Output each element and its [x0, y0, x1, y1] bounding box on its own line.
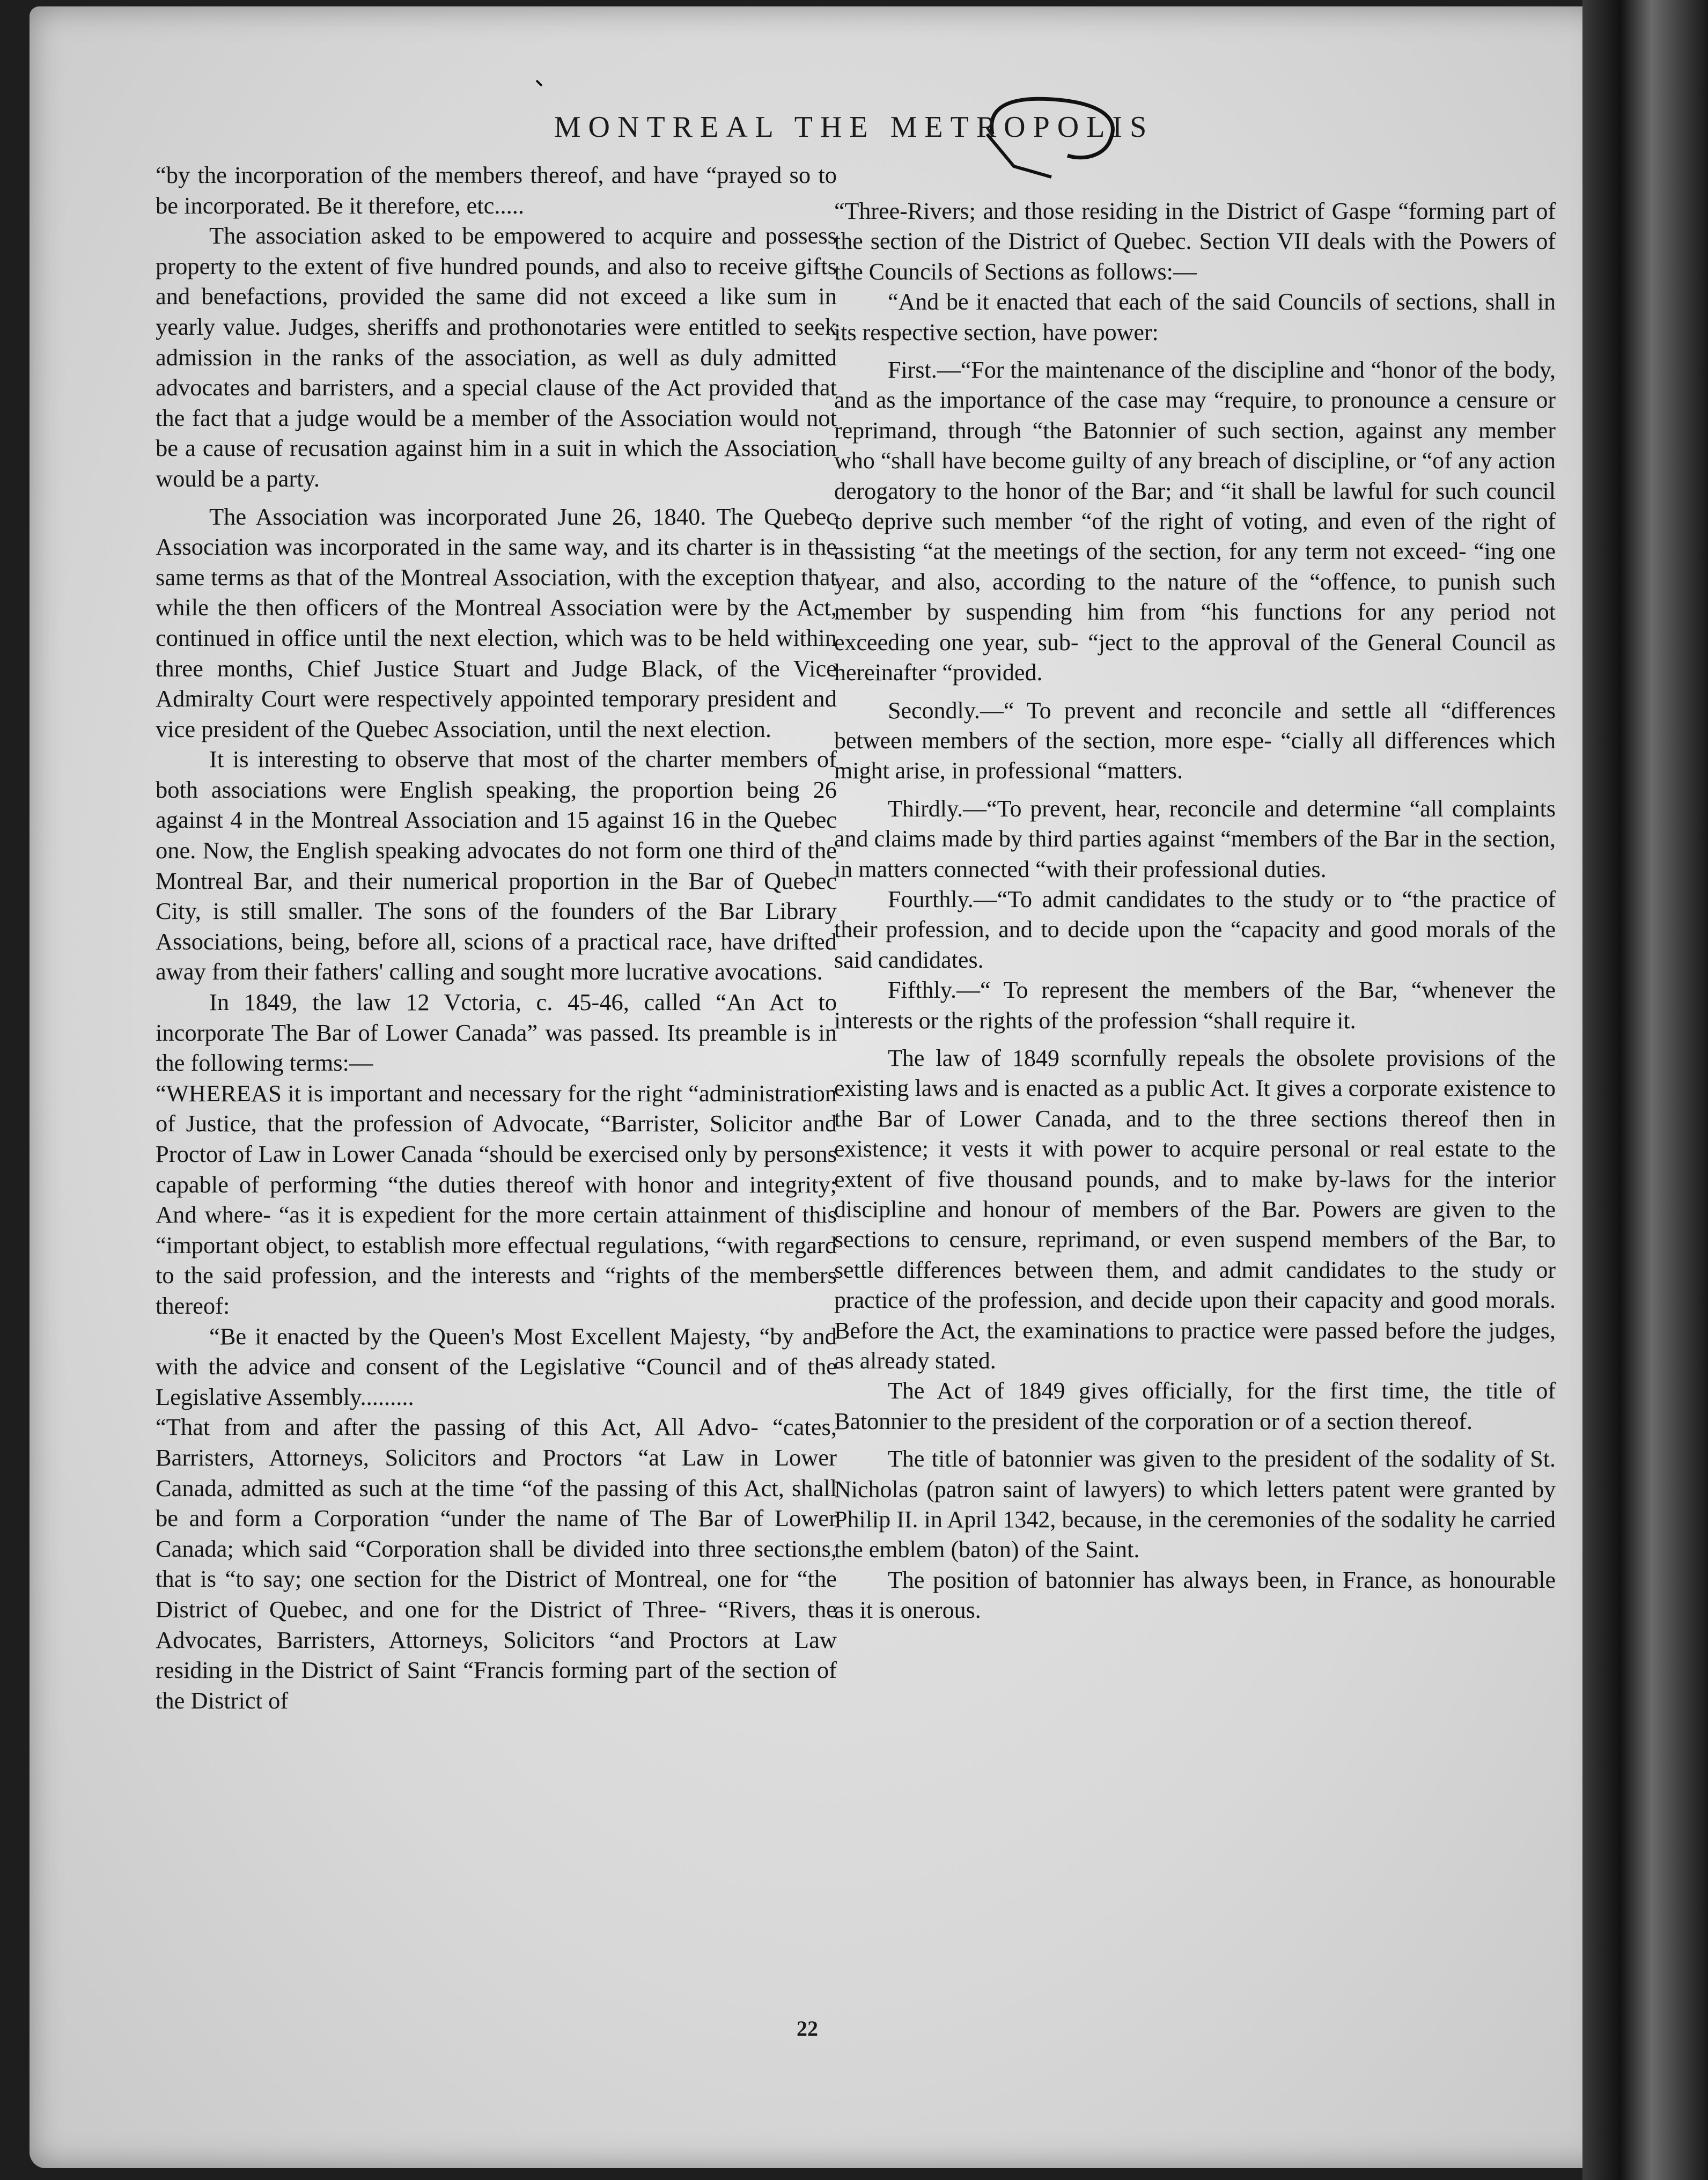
left-paragraph: “WHEREAS it is important and necessary for the right “administration of Justice, that the profession of Advocate, “Barrister, Solicitor and Proctor of Law in Lower Canada “should be exercised only by persons capable of performing “the duties thereof with honor and integrity; And where- “as it is expedient for the more certain attainment of this “important object, to establish more effectual regulations, “with regard to the said profession, and the interests and “rights of the members thereof:: [156, 1079, 837, 1319]
right-paragraph: The law of 1849 scornfully repeals the obsolete provisions of the existing laws and is enacted as a public Act. It gives a corporate existence to the Bar of Lower Canada, and to the three sections thereof then in existence; it vests it with power to acquire personal or real estate to the extent of five thousand pounds, and to make by-laws for the interior discipline and honour of members of the Bar. Powers are given to the sections to censure, reprimand, or even suspend members of the Bar, to settle differences between them, and admit candidates to the study or practice of the profession, and decide upon their capacity and good morals. Before the Act, the examinations to practice were passed before the judges, as already stated.: [834, 1044, 1556, 1374]
left-text-column: [156, 160, 837, 1715]
right-paragraph: “And be it enacted that each of the said Councils of sections, shall in its respective section, have power:: [834, 289, 1556, 345]
page-header: MONTREAL THE METROPOLIS: [554, 111, 1154, 144]
left-paragraph: “Be it enacted by the Queen's Most Excellent Majesty, “by and with the advice and consent of the Legislative “Council and of the Legislative Assembly.........: [156, 1322, 837, 1410]
right-paragraph: The Act of 1849 gives officially, for the first time, the title of Batonnier to the president of the corporation or of a section thereof.: [834, 1378, 1556, 1434]
right-paragraph: The position of batonnier has always been, in France, as honourable as it is onerous.: [834, 1566, 1556, 1624]
left-paragraph: The Association was incorporated June 26, 1840. The Quebec Association was incorporated in the same way, and its charter is in the same terms as that of the Montreal Association, with the exception that while the then officers of the Montreal Association were by the Act, continued in office until the next election, which was to be held within three months, Chief Justice Stuart and Judge Black, of the Vice Admiralty Court were respectively appointed temporary president and vice president of the Quebec Association, until the next election.: [156, 503, 837, 742]
right-paragraph: Secondly.—“ To prevent and reconcile and settle all “differences between members of the section, more espe- “cially all differences which might arise, in professional “matters.: [834, 697, 1556, 784]
left-paragraph: It is interesting to observe that most of the charter members of both associations were English speaking, the proportion being 26 against 4 in the Montreal Association and 15 against 16 in the Quebec one. Now, the English speaking advocates do not form one third of the Montreal Bar, and their numerical proportion in the Bar of Quebec City, is still smaller. The sons of the founders of the Bar Library Associations, being, before all, scions of a practical race, have drifted away from their fathers' calling and sought more lucrative avocations.: [156, 746, 837, 985]
right-text-column: [834, 196, 1556, 1626]
left-paragraph: In 1849, the law 12 Vctoria, c. 45-46, called “An Act to incorporate The Bar of Lower Canada” was passed. Its preamble is in the following terms:—: [156, 989, 837, 1077]
left-paragraph: “That from and after the passing of this Act, All Advo- “cates, Barristers, Attorneys, Solicitors and Proctors “at Law in Lower Canada, admitted as such at the time “of the passing of this Act, shall be and form a Corporation “under the name of The Bar of Lower Canada; which said “Corporation shall be divided into three sections, that is “to say; one section for the District of Montreal, one for “the District of Quebec, and one for the District of Three- “Rivers, the Advocates, Barristers, Attorneys, Solicitors “and Proctors at Law residing in the District of Saint “Francis forming part of the section of the District of: [156, 1413, 837, 1714]
right-paragraph: Fourthly.—“To admit candidates to the study or to “the practice of their profession, and to decide upon the “capacity and good morals of the said candidates.: [834, 886, 1556, 973]
right-paragraph: The title of batonnier was given to the president of the sodality of St. Nicholas (patron saint of lawyers) to which letters patent were granted by Philip II. in April 1342, because, in the ceremonies of the sodality he carried the emblem (baton) of the Saint.: [834, 1446, 1556, 1563]
right-paragraph: Thirdly.—“To prevent, hear, reconcile and determine “all complaints and claims made by third parties against “members of the Bar in the section, in matters connected “with their professional duties.: [834, 795, 1556, 882]
right-paragraph: “Three-Rivers; and those residing in the District of Gaspe “forming part of the section of the District of Quebec. Section VII deals with the Powers of the Councils of Sections as follows:—: [834, 198, 1556, 285]
right-paragraph: Fifthly.—“ To represent the members of the Bar, “whenever the interests or the rights of the profession “shall require it.: [834, 977, 1556, 1034]
right-paragraph: First.—“For the maintenance of the discipline and “honor of the body, and as the importance of the case may “require, to pronounce a censure or reprimand, through “the Batonnier of such section, against any member who “shall have become guilty of any breach of discipline, or “of any action derogatory to the honor of the Bar; and “it shall be lawful for such council to deprive such member “of the right of voting, and even of the right of assisting “at the meetings of the section, for any term not exceed- “ing one year, and also, according to the nature of the “offence, to punish such member by suspending him from “his functions for any period not exceeding one year, sub- “ject to the approval of the General Council as hereinafter “provided.: [834, 357, 1556, 686]
left-paragraph: “by the incorporation of the members thereof, and have “prayed so to be incorporated. Be it therefore, etc.....: [156, 161, 837, 219]
page-number: 22: [797, 2016, 818, 2041]
left-paragraph: The association asked to be empowered to acquire and possess property to the extent of five hundred pounds, and also to receive gifts and benefactions, provided the same did not exceed a like sum in yearly value. Judges, sheriffs and prothonotaries were entitled to seek admission in the ranks of the association, as well as duly admitted advocates and barristers, and a special clause of the Act provided that the fact that a judge would be a member of the Association would not be a cause of recusation against him in a suit in which the Association would be a party.: [156, 222, 837, 492]
